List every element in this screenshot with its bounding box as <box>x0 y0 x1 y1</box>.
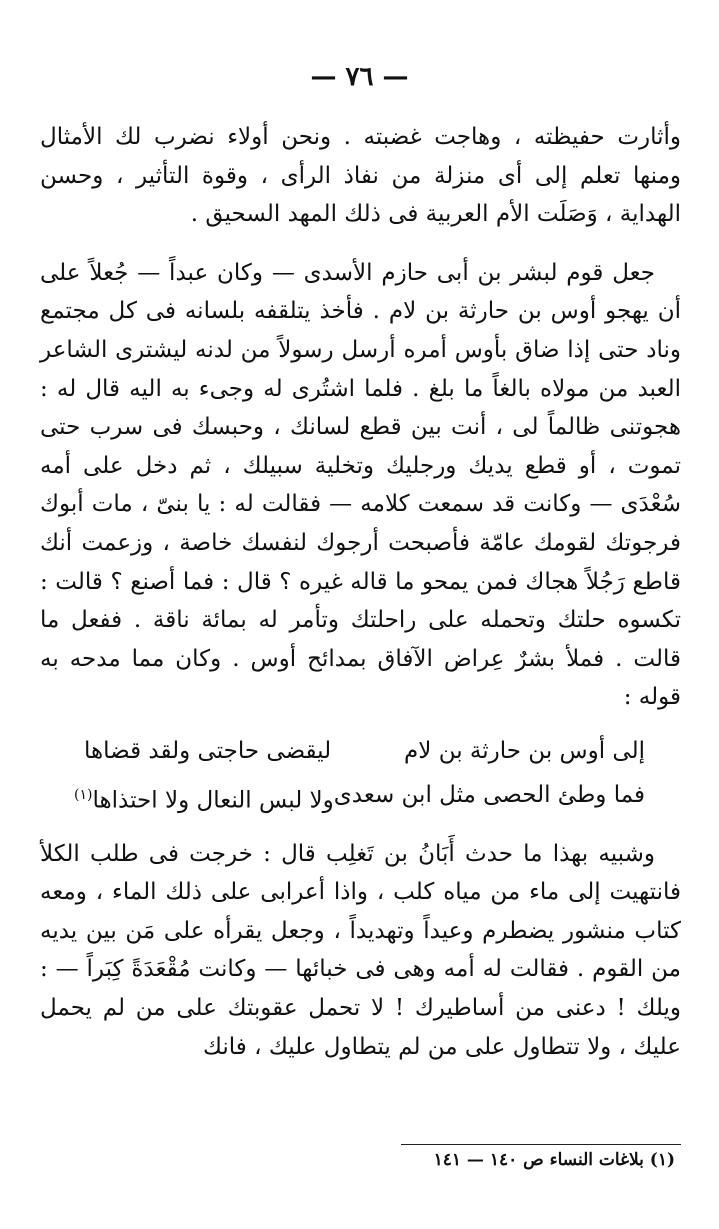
paragraph-aban-story: وشبيه بهذا ما حدث أَبَانُ بن تَغلِب قال : خرجت فى طلب الكلأ فانتهيت إلى ماء من مياه كلب ، واذا أعرابى على ذلك الماء ، ومعه كتاب منشور يضطرم وعيداً وتهديداً ، وجعل يقرأه على مَن بين يديه من القوم . فقالت له أمه وهى فى خبائها — وكانت مُقْعَدَةً كِبَراً — : ويلك ! دعنى من أساطيرك ! لا تحمل عقوبتك على من لم يحمل عليك ، ولا تتطاول على من لم يتطاول عليك ، فانك <box>40 840 681 1060</box>
verse-second-hemistich: ليقضى حاجتى ولقد قضاها <box>84 737 332 764</box>
verse-text: ولا لبس النعال ولا احتذاها <box>92 787 334 814</box>
paragraph-intro: وأثارت حفيظته ، وهاجت غضبته . ونحن أولاء نضرب لك الأمثال ومنها تعلم إلى أى منزلة من نفاذ الرأى ، وقوة التأثير ، وحسن الهداية ، وَصَلَت الأم العربية فى ذلك المهد السحيق . <box>40 124 681 228</box>
verse-first-hemistich: إلى أوس بن حارثة بن لام <box>404 737 645 764</box>
verse-second-hemistich <box>74 773 334 823</box>
verse-line <box>40 729 681 773</box>
verse-first-hemistich: فما وطئ الحصى مثل ابن سعدى <box>333 781 645 808</box>
verse-line <box>40 773 681 823</box>
paragraph-bishr-story: جعل قوم لبشر بن أبى حازم الأسدى — وكان عبداً — جُعلاً على أن يهجو أوس بن حارثة بن لام . فأخذ يتلقفه بلسانه فى كل مجتمع وناد حتى إذا ضاق بأوس أمره أرسل رسولاً من لدنه ليشترى الشاعر العبد من مولاه بالغاً ما بلغ . فلما اشتُرى له وجىء به اليه قال له : هجوتنى ظالماً لى ، أنت بين قطع لسانك ، وحبسك فى سرب حتى تموت ، أو قطع يديك ورجليك وتخلية سبيلك ، ثم دخل على أمه سُعْدَى — وكانت قد سمعت كلامه — فقالت له : يا بنىّ ، مات أبوك فرجوتك لقومك عامّة فأصبحت أرجوك لنفسك خاصة ، وزعمت أنك قاطع رَجُلاً هجاك فمن يمحو ما قاله غيره ؟ قال : فما أصنع ؟ قالت : تكسوه حلتك وتحمله على راحلتك وتأمر له بمائة ناقة . ففعل ما قالت . فملأ بشرٌ عِراض الآفاق بمدائح أوس . وكان مما مدحه به قوله : <box>40 259 681 711</box>
footnote-reference: (١) <box>74 786 93 803</box>
footnote: (١) بلاغات النساء ص ١٤٠ — ١٤١ <box>433 1150 675 1170</box>
body-text <box>40 118 681 1066</box>
footnote-divider <box>401 1144 681 1145</box>
page-number: — ٧٦ — <box>310 62 409 92</box>
poem-verses <box>40 729 681 823</box>
